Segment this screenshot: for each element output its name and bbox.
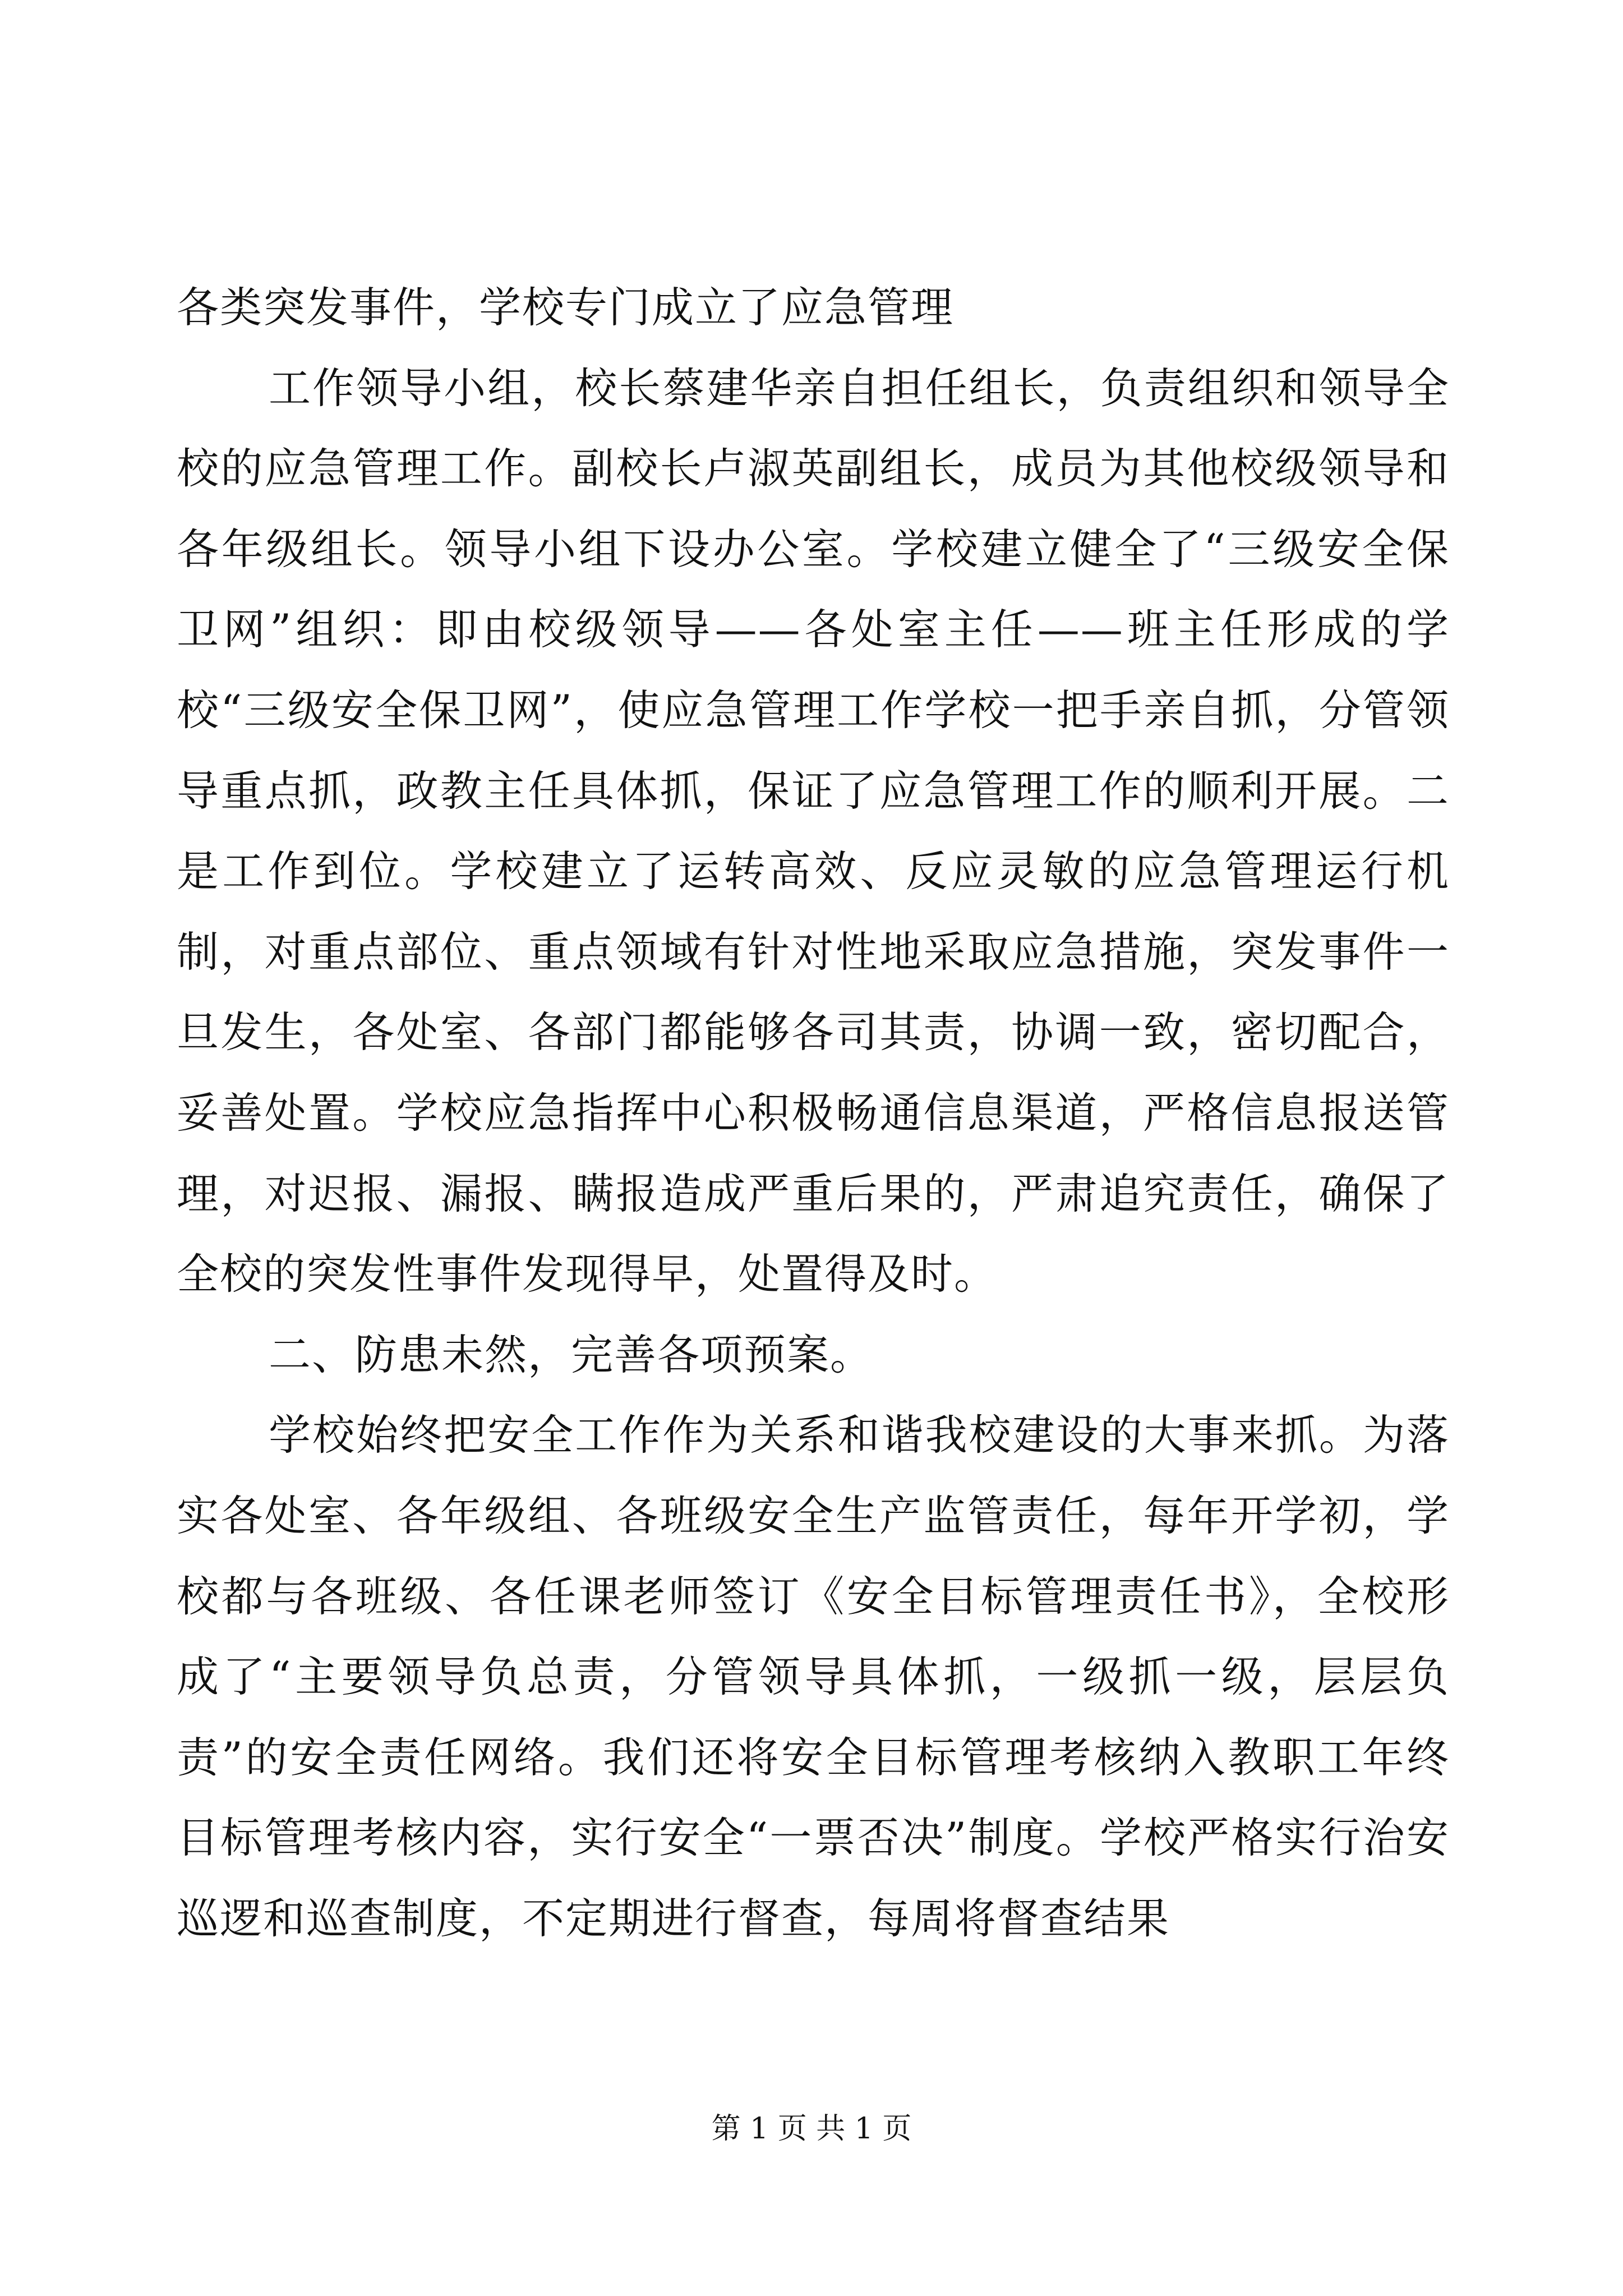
document-body [177, 268, 1450, 1959]
page-footer: 第 1 页 共 1 页 [711, 2112, 912, 2146]
paragraph-leadership-group: 工作领导小组，校长蔡建华亲自担任组长，负责组织和领导全校的应急管理工作。副校长卢淑英副组长，成员为其他校级领导和各年级组长。领导小组下设办公室。学校建立健全了“三级安全保卫网”组织：即由校级领导——各处室主任——班主任形成的学校“三级安全保卫网”，使应急管理工作学校一把手亲自抓，分管领导重点抓，政教主任具体抓，保证了应急管理工作的顺利开展。二是工作到位。学校建立了运转高效、反应灵敏的应急管理运行机制，对重点部位、重点领域有针对性地采取应急措施，突发事件一旦发生，各处室、各部门都能够各司其责，协调一致，密切配合，妥善处置。学校应急指挥中心积极畅通信息渠道，严格信息报送管理，对迟报、漏报、瞒报造成严重后果的，严肃追究责任，确保了全校的突发性事件发现得早，处置得及时。 [177, 363, 1450, 1299]
paragraph-safety-responsibility: 学校始终把安全工作作为关系和谐我校建设的大事来抓。为落实各处室、各年级组、各班级安全生产监管责任，每年开学初，学校都与各班级、各任课老师签订《安全目标管理责任书》，全校形成了“主要领导负总责，分管领导具体抓，一级抓一级，层层负责”的安全责任网络。我们还将安全目标管理考核纳入教职工年终目标管理考核内容，实行安全“一票否决”制度。学校严格实行治安巡逻和巡查制度，不定期进行督查，每周将督查结果 [177, 1410, 1450, 1943]
paragraph-continuation: 各类突发事件，学校专门成立了应急管理 [177, 283, 955, 332]
section-heading-prevention: 二、防患未然，完善各项预案。 [269, 1329, 874, 1379]
